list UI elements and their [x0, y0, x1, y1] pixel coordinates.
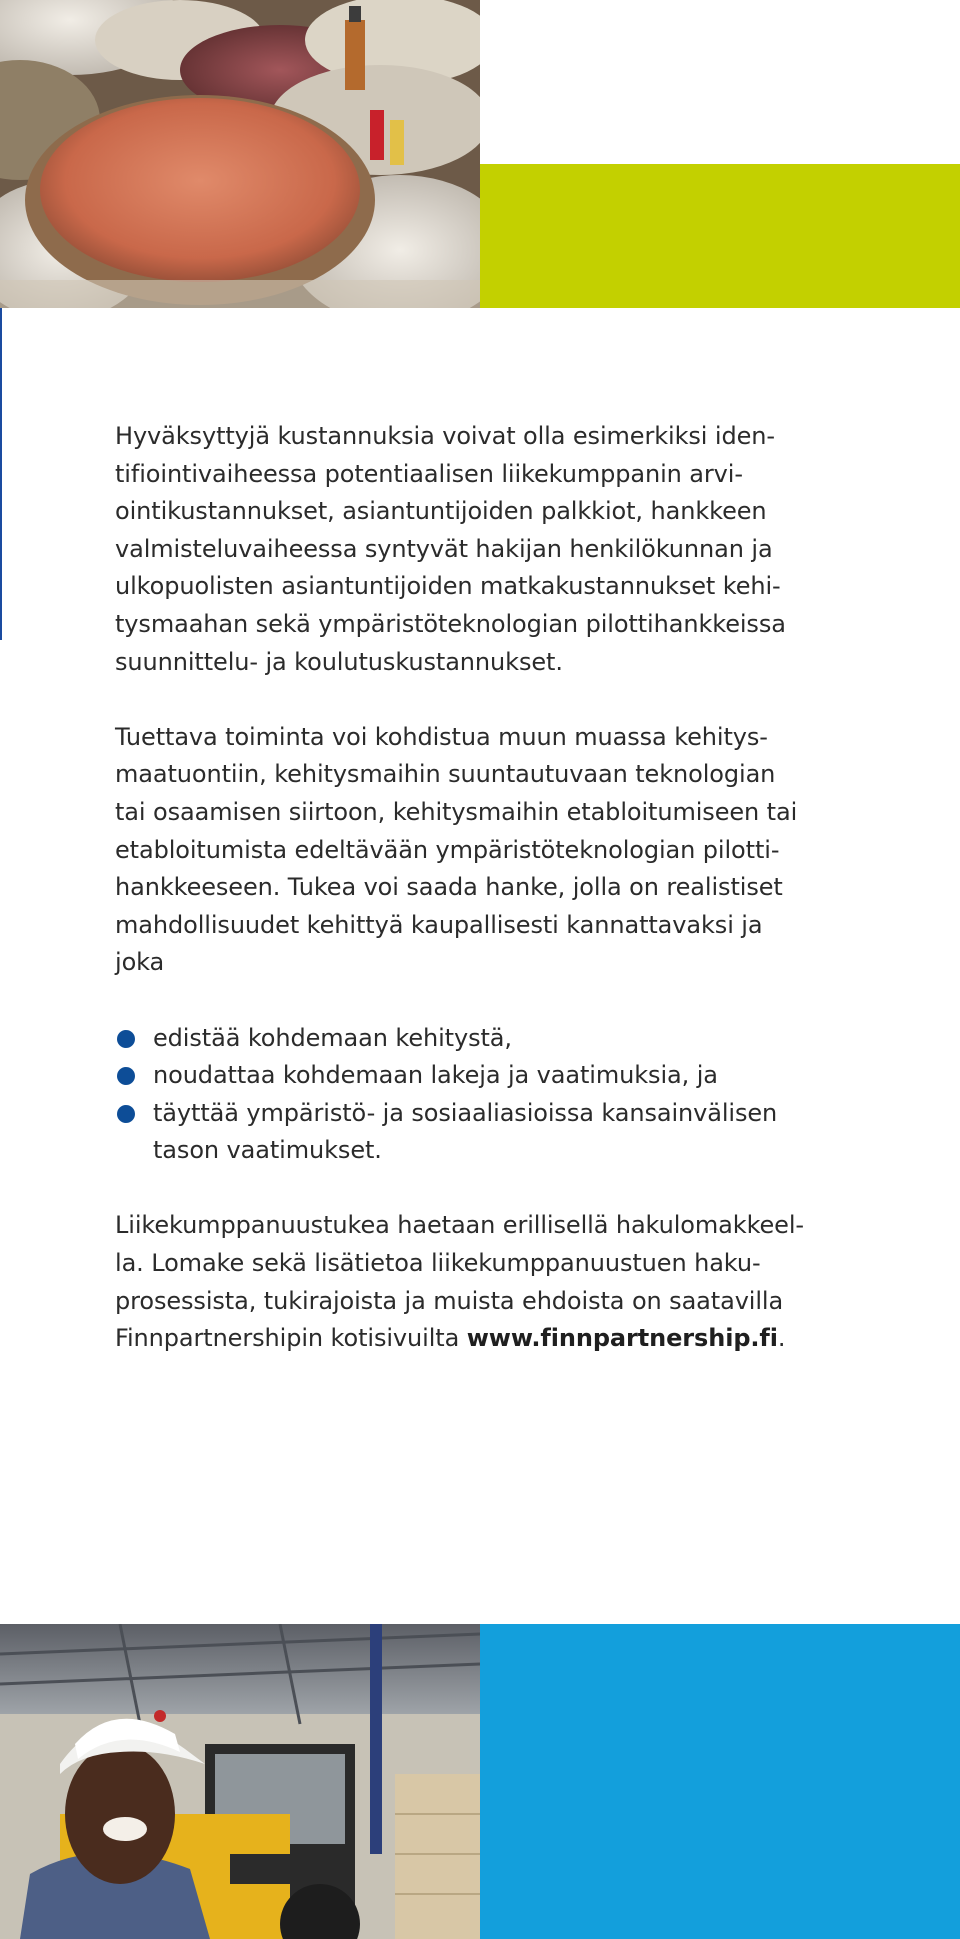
paragraph-line: etabloitumista edeltävään ympäristöteknologian pilotti- — [115, 835, 780, 864]
paragraph-line: mahdollisuudet kehittyä kaupallisesti kannattavaksi ja — [115, 910, 763, 939]
criteria-list-item — [115, 1095, 855, 1170]
paragraph-eligible-costs — [115, 418, 855, 681]
worker-warehouse-photo — [0, 1624, 480, 1939]
paragraph-line: suunnittelu- ja koulutuskustannukset. — [115, 647, 563, 676]
website-link[interactable]: www.finnpartnership.fi — [466, 1324, 778, 1353]
paragraph-line: valmisteluvaiheessa syntyvät hakijan henkilökunnan ja — [115, 534, 773, 563]
paragraph-supported-activities — [115, 719, 855, 982]
bullet-dot-icon — [117, 1067, 135, 1085]
paragraph-line: ointikustannukset, asiantuntijoiden palkkiot, hankkeen — [115, 497, 767, 526]
criteria-list-item — [115, 1057, 855, 1095]
bullet-dot-icon — [117, 1105, 135, 1123]
line-text: . — [777, 1324, 786, 1353]
paragraph-line: hankkeeseen. Tukea voi saada hanke, jolla on realistiset — [115, 873, 783, 902]
left-accent-rule — [0, 308, 2, 640]
paragraph-line: Tuettava toiminta voi kohdistua muun muassa kehitys- — [115, 722, 768, 751]
market-grain-photo — [0, 0, 480, 308]
body-text — [115, 418, 855, 1358]
paragraph-line: prosessista, tukirajoista ja muista ehdoista on saatavilla — [115, 1286, 784, 1315]
line-text: Finnpartnershipin kotisivuilta — [115, 1324, 467, 1353]
paragraph-line: Hyväksyttyjä kustannuksia voivat olla esimerkiksi iden- — [115, 422, 775, 450]
criteria-list — [115, 1020, 855, 1170]
paragraph-line: tysmaahan sekä ympäristöteknologian pilottihankkeissa — [115, 609, 786, 638]
criteria-line: edistää kohdemaan kehitystä, — [153, 1023, 512, 1052]
blue-accent-block — [480, 1624, 960, 1939]
paragraph-line: ulkopuolisten asiantuntijoiden matkakustannukset kehi- — [115, 572, 781, 601]
bullet-dot-icon — [117, 1030, 135, 1048]
green-accent-block — [480, 164, 960, 308]
paragraph-line: Liikekumppanuustukea haetaan erillisellä hakulomakkeel- — [115, 1211, 804, 1240]
paragraph-line: tai osaamisen siirtoon, kehitysmaihin etabloitumiseen tai — [115, 797, 798, 826]
paragraph-line: la. Lomake sekä lisätietoa liikekumppanuustuen haku- — [115, 1249, 761, 1278]
criteria-line: noudattaa kohdemaan lakeja ja vaatimuksia, ja — [153, 1061, 718, 1090]
paragraph-line — [115, 1320, 855, 1358]
criteria-line: täyttää ympäristö- ja sosiaaliasioissa kansainvälisen — [153, 1098, 778, 1127]
criteria-line: tason vaatimukset. — [153, 1136, 382, 1165]
criteria-list-item — [115, 1020, 855, 1058]
paragraph-line: maatuontiin, kehitysmaihin suuntautuvaan teknologian — [115, 760, 776, 789]
paragraph-line: joka — [115, 948, 165, 977]
paragraph-line: tifiointivaiheessa potentiaalisen liikekumppanin arvi- — [115, 459, 743, 488]
paragraph-application — [115, 1207, 855, 1357]
